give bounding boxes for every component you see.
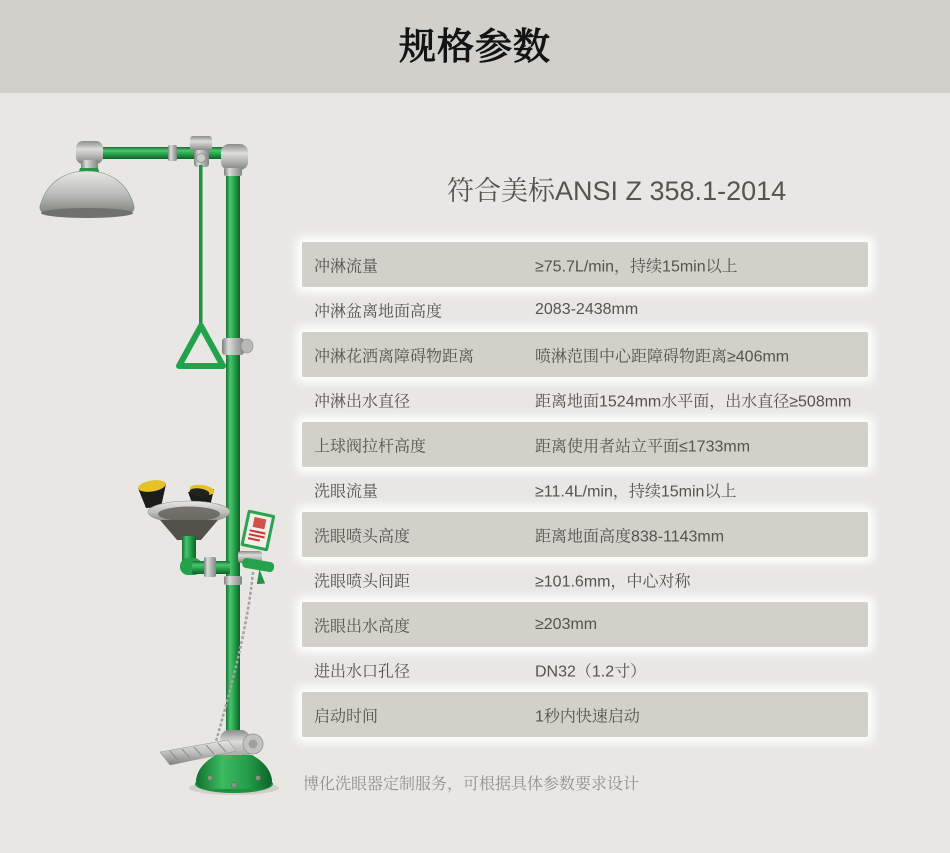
- spec-value: ≥75.7L/min，持续15min以上: [535, 258, 738, 275]
- arm-union-fitting: [168, 145, 177, 161]
- pull-handle: [179, 326, 223, 366]
- emergency-shower-illustration: [20, 110, 305, 810]
- spec-table: [302, 242, 868, 737]
- spec-row: [302, 287, 868, 332]
- standard-heading: 符合美标ANSI Z 358.1-2014: [447, 176, 787, 206]
- spec-value: 喷淋范围中心距障碍物距离≥406mm: [535, 348, 790, 365]
- instruction-sign: [240, 509, 275, 551]
- spec-label: 洗眼出水高度: [314, 618, 411, 635]
- spec-label: 冲淋出水直径: [314, 393, 411, 410]
- spec-label: 启动时间: [314, 708, 379, 725]
- spec-row: [302, 512, 868, 557]
- spec-value: ≥101.6mm，中心对称: [535, 573, 691, 590]
- spec-label: 冲淋流量: [314, 258, 379, 275]
- spec-value: 距离使用者站立平面≤1733mm: [535, 438, 751, 455]
- shower-head: [40, 171, 134, 214]
- spec-label: 洗眼喷头高度: [314, 528, 411, 545]
- spec-value: ≥203mm: [535, 615, 598, 633]
- spec-value: 距离地面1524mm水平面，出水直径≥508mm: [535, 393, 852, 410]
- spec-value: ≥11.4L/min，持续15min以上: [535, 483, 737, 500]
- right-elbow-fitting: [221, 144, 248, 170]
- shower-head-underside: [41, 208, 133, 218]
- spec-row: [302, 602, 868, 647]
- outlet-cap-center: [249, 740, 258, 749]
- spec-label: 洗眼喷头间距: [314, 573, 411, 590]
- spec-row: [302, 467, 868, 512]
- spec-row: [302, 332, 868, 377]
- product-image: [20, 110, 305, 810]
- pull-rod: [199, 165, 203, 326]
- spec-label: 洗眼流量: [314, 483, 379, 500]
- spec-row: [302, 242, 868, 287]
- spec-label: 进出水口孔径: [314, 663, 411, 680]
- page-header: [0, 0, 950, 93]
- pipe-union: [204, 557, 216, 577]
- spec-row: [302, 557, 868, 602]
- pole-coupling: [222, 338, 244, 355]
- pole-top-collar: [224, 168, 242, 176]
- spec-row: [302, 647, 868, 692]
- spec-value: 2083-2438mm: [535, 300, 639, 318]
- page-title: 规格参数: [399, 26, 551, 67]
- spec-row: [302, 692, 868, 737]
- spec-value: 距离地面高度838-1143mm: [535, 528, 725, 545]
- spec-value: DN32（1.2寸）: [535, 663, 647, 680]
- hand-paddle: [239, 557, 275, 586]
- spec-row: [302, 377, 868, 422]
- spec-label: 上球阀拉杆高度: [314, 438, 427, 455]
- spec-value: 1秒内快速启动: [535, 708, 640, 725]
- shower-valve: [190, 136, 212, 151]
- custom-service-note: 博化洗眼器定制服务，可根据具体参数要求设计: [303, 776, 640, 793]
- valve-nut: [197, 154, 206, 163]
- coupling-knob: [241, 339, 253, 353]
- main-pole: [226, 152, 240, 778]
- bowl-interior: [158, 507, 220, 522]
- spec-label: 冲淋花洒离障碍物距离: [314, 348, 475, 365]
- pole-lower-collar: [224, 576, 242, 585]
- spec-label: 冲淋盆离地面高度: [314, 303, 443, 320]
- spec-row: [302, 422, 868, 467]
